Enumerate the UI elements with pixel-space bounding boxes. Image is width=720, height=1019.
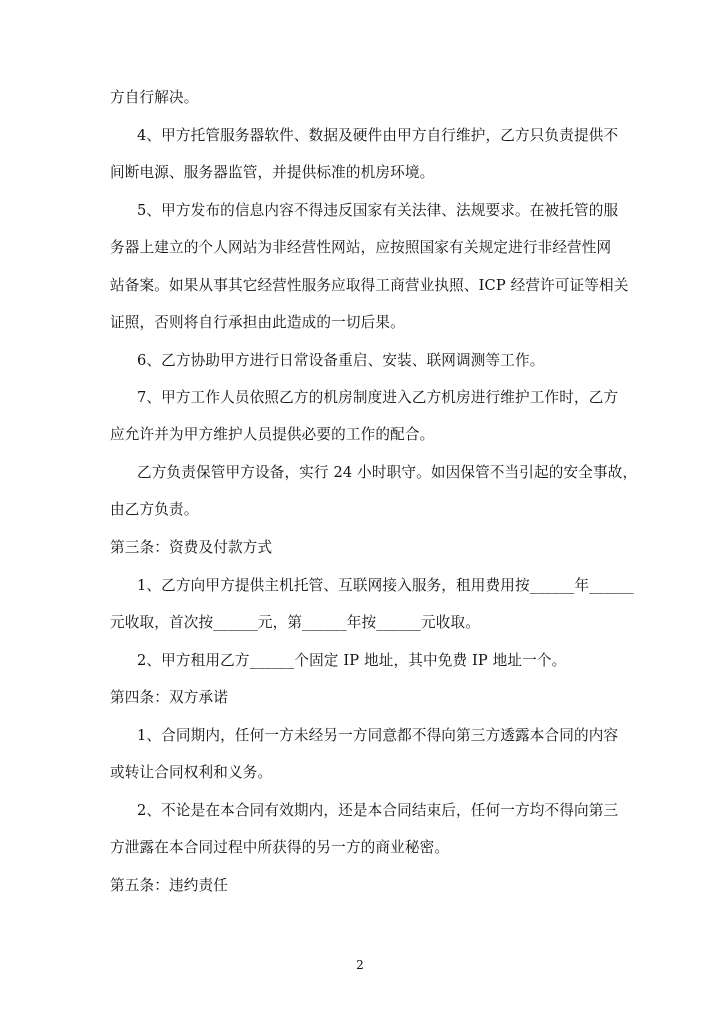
- text-line-6: 站备案。如果从事其它经营性服务应取得工商营业执照、ICP 经营许可证等相关: [110, 277, 629, 294]
- text-line-18: 1、合同期内，任何一方未经另一方同意都不得向第三方透露本合同的内容: [137, 727, 619, 744]
- text-line-11: 乙方负责保管甲方设备，实行 24 小时职守。如因保管不当引起的安全事故，: [137, 464, 638, 481]
- text-line-7: 证照，否则将自行承担由此造成的一切后果。: [110, 314, 405, 331]
- section-heading-3: 第三条：资费及付款方式: [110, 539, 273, 556]
- text-line-12: 由乙方负责。: [110, 501, 199, 518]
- text-line-14: 1、乙方向甲方提供主机托管、互联网接入服务，租用费用按______年______: [137, 577, 634, 594]
- text-line-15: 元收取，首次按______元，第______年按______元收取。: [110, 614, 480, 631]
- text-line-2: 4、甲方托管服务器软件、数据及硬件由甲方自行维护，乙方只负责提供不: [137, 127, 619, 144]
- text-line-8: 6、乙方协助甲方进行日常设备重启、安装、联网调测等工作。: [137, 352, 545, 369]
- text-line-4: 5、甲方发布的信息内容不得违反国家有关法律、法规要求。在被托管的服: [137, 202, 619, 219]
- text-line-5: 务器上建立的个人网站为非经营性网站，应按照国家有关规定进行非经营性网: [110, 239, 612, 256]
- text-line-3: 间断电源、服务器监管，并提供标准的机房环境。: [110, 164, 435, 181]
- text-line-1: 方自行解决。: [110, 89, 199, 106]
- text-line-9: 7、甲方工作人员依照乙方的机房制度进入乙方机房进行维护工作时，乙方: [137, 389, 619, 406]
- text-line-19: 或转让合同权利和义务。: [110, 764, 273, 781]
- text-line-10: 应允许并为甲方维护人员提供必要的工作的配合。: [110, 426, 435, 443]
- section-heading-5: 第五条：违约责任: [110, 877, 228, 894]
- text-line-21: 方泄露在本合同过程中所获得的另一方的商业秘密。: [110, 839, 450, 856]
- section-heading-4: 第四条：双方承诺: [110, 689, 228, 706]
- text-line-20: 2、不论是在本合同有效期内，还是本合同结束后，任何一方均不得向第三: [137, 802, 619, 819]
- page-number: 2: [356, 958, 364, 972]
- text-line-16: 2、甲方租用乙方______个固定 IP 地址，其中免费 IP 地址一个。: [137, 652, 567, 669]
